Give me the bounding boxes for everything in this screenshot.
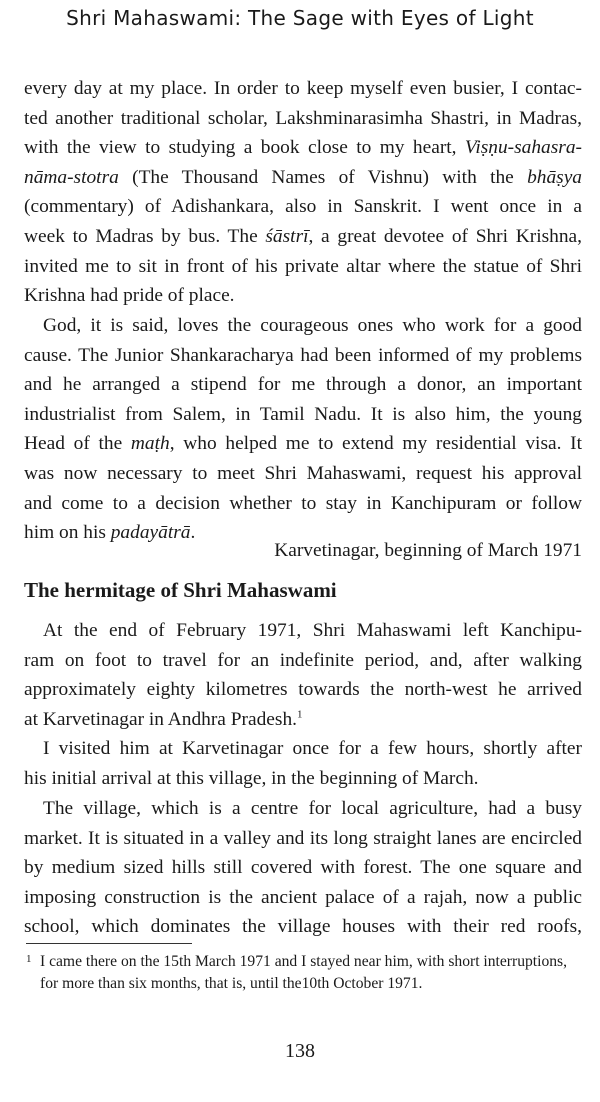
running-head: Shri Mahaswami: The Sage with Eyes of Light: [66, 6, 534, 30]
text-run: .: [190, 522, 196, 544]
paragraph-3: [24, 616, 582, 734]
section-heading: The hermitage of Shri Mahaswami: [24, 578, 337, 602]
footnote: [26, 951, 582, 995]
text-line: The village, which is a centre for local agriculture, had a busy: [43, 798, 582, 819]
text-run: him on his: [24, 522, 111, 544]
paragraph-2: [24, 311, 582, 548]
text-line: ram on foot to travel for an indefinite period, and, after walking: [24, 649, 582, 671]
text-line: and come to a decision whether to stay in Kanchipuram or follow: [24, 492, 582, 514]
text-line: approximately eighty kilometres towards the north-west he arrived: [24, 679, 582, 701]
text-line: market. It is situated in a valley and its long straight lanes are encircled: [24, 827, 582, 849]
text-line: industrialist from Salem, in Tamil Nadu. It is also him, the young: [24, 403, 582, 425]
text-line: [24, 163, 582, 193]
text-line: [24, 222, 582, 252]
text-run: at Karvetinagar in Andhra Pradesh.: [24, 708, 297, 730]
footnote-line: for more than six months, that is, until the10th October 1971.: [40, 975, 423, 992]
footnote-line: [26, 951, 582, 973]
text-run: Head of the: [24, 433, 131, 455]
text-line: I visited him at Karvetinagar once for a few hours, shortly after: [43, 738, 582, 759]
text-line: was now necessary to meet Shri Mahaswami, request his approval: [24, 462, 582, 484]
text-line: (commentary) of Adishankara, also in Sanskrit. I went once in a: [24, 196, 582, 218]
paragraph-1: [24, 74, 582, 311]
page-number: 138: [285, 1040, 315, 1062]
sanskrit-term: maṭh: [130, 433, 170, 455]
text-line: school, which dominates the village houses with their red roofs,: [24, 916, 582, 938]
footnote-text: I came there on the 15th March 1971 and I stayed near him, with short interruptions,: [40, 953, 568, 970]
text-run: , a great devotee of Shri Krishna,: [308, 225, 582, 247]
text-line: his initial arrival at this village, in the beginning of March.: [24, 767, 479, 789]
text-run: week to Madras by bus. The: [24, 225, 266, 247]
text-line: invited me to sit in front of his private altar where the statue of Shri: [24, 255, 582, 277]
text-line: ted another traditional scholar, Lakshminarasimha Shastri, in Madras,: [24, 107, 582, 129]
footnote-rule: [26, 943, 192, 944]
paragraph-5: [24, 764, 582, 942]
text-line: At the end of February 1971, Shri Mahaswami left Kanchipu-: [43, 620, 582, 641]
text-line: [24, 133, 582, 163]
text-line: cause. The Junior Shankaracharya had been informed of my problems: [24, 344, 582, 366]
text-line: imposing construction is the ancient palace of a rajah, now a public: [24, 886, 582, 908]
sanskrit-term: padayātrā: [110, 522, 191, 544]
dateline: Karvetinagar, beginning of March 1971: [274, 540, 582, 561]
text-line: and he arranged a stipend for me through a donor, an important: [24, 374, 582, 396]
text-run: (The Thousand Names of Vishnu) with the: [118, 166, 528, 188]
text-line: [24, 429, 582, 459]
sanskrit-term: nāma-stotra: [24, 166, 119, 188]
text-line: [24, 705, 582, 735]
text-line: by medium sized hills still covered with forest. The one square and: [24, 857, 582, 879]
sanskrit-term: Viṣṇu-sahasra-: [464, 137, 582, 159]
footnote-marker: 1: [26, 953, 32, 965]
footnote-reference[interactable]: 1: [297, 708, 303, 721]
text-line: every day at my place. In order to keep myself even busier, I contac-: [24, 78, 582, 99]
text-line: God, it is said, loves the courageous ones who work for a good: [43, 315, 582, 336]
text-run: , who helped me to extend my residential visa. It: [169, 433, 583, 455]
text-run: with the view to studying a book close to my heart,: [24, 137, 465, 159]
sanskrit-term: śāstrī: [265, 225, 309, 247]
sanskrit-term: bhāṣya: [527, 166, 582, 188]
text-line: Krishna had pride of place.: [24, 285, 235, 307]
